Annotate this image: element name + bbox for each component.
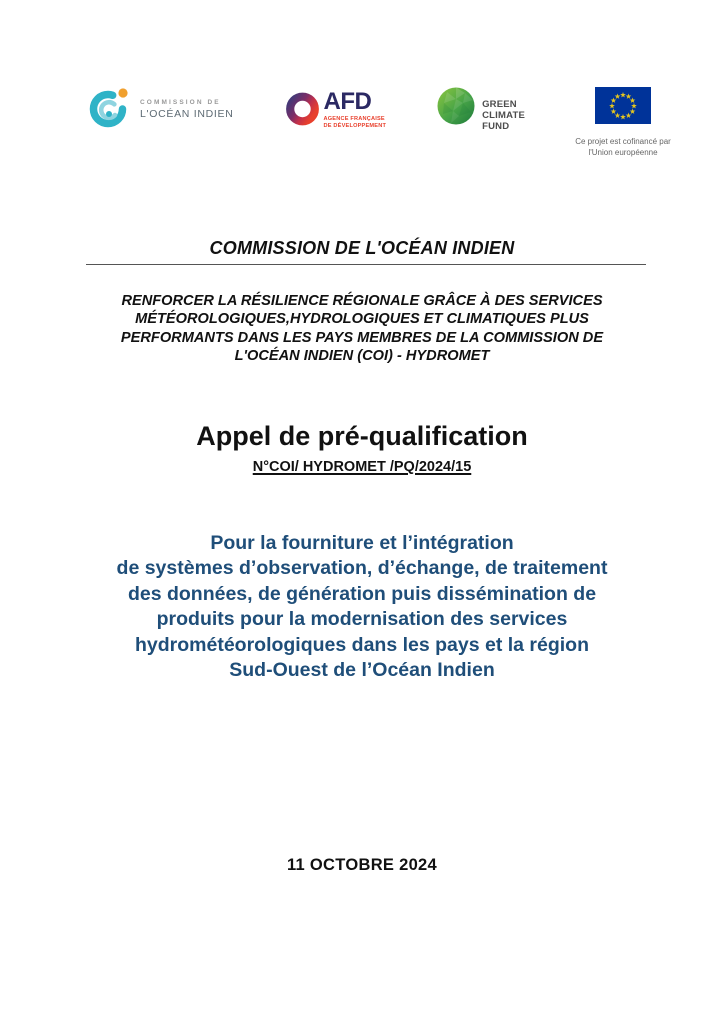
program-title-line2: MÉTÉOROLOGIQUES,HYDROLOGIQUES ET CLIMATIQUES PLUS xyxy=(135,311,589,328)
title-divider-line xyxy=(86,264,646,265)
subject-line1: Pour la fourniture et l’intégration xyxy=(210,531,514,554)
afd-subtitle xyxy=(324,116,387,131)
subject-line6: Sud-Ouest de l’Océan Indien xyxy=(229,659,495,682)
subject-line3: des données, de génération puis dissémination de xyxy=(127,582,597,605)
eu-cofinance-caption xyxy=(575,136,671,158)
gcf-logo xyxy=(437,86,525,133)
afd-logo-text xyxy=(323,88,387,130)
coi-logo-line2: L'OCÉAN INDIEN xyxy=(140,108,234,120)
eu-logo xyxy=(576,87,670,158)
call-title: Appel de pré-qualification xyxy=(196,421,528,451)
subject-line2: de systèmes d’observation, d’échange, de traitement xyxy=(116,557,608,580)
subject-paragraph xyxy=(28,531,696,685)
coi-logo xyxy=(88,84,234,135)
gcf-logo-line2: CLIMATE xyxy=(482,110,525,122)
organization-title: COMMISSION DE L'OCÉAN INDIEN xyxy=(209,238,515,259)
eu-flag-icon xyxy=(595,87,651,129)
program-title-line3: PERFORMANTS DANS LES PAYS MEMBRES DE LA COMMISSION DE xyxy=(120,329,604,346)
reference-number: N°COI/ HYDROMET /PQ/2024/15 xyxy=(252,459,472,475)
coi-logo-text xyxy=(140,99,234,120)
subject-line4: produits pour la modernisation des services xyxy=(156,608,568,631)
afd-ring-icon xyxy=(285,91,321,132)
afd-acronym: AFD xyxy=(323,88,372,115)
program-title xyxy=(48,292,676,366)
gcf-logo-line1: GREEN xyxy=(482,99,517,110)
eu-caption-line2: l'Union européenne xyxy=(588,148,658,158)
afd-subtitle-line1: AGENCE FRANÇAISE xyxy=(323,115,385,122)
gcf-sphere-icon xyxy=(437,86,477,133)
program-title-line4: L'OCÉAN INDIEN (COI) - HYDROMET xyxy=(234,348,490,365)
gcf-logo-line3: FUND xyxy=(482,121,510,133)
gcf-logo-text xyxy=(482,99,525,133)
coi-logo-line1: COMMISSION DE xyxy=(140,99,221,106)
program-title-line1: RENFORCER LA RÉSILIENCE RÉGIONALE GRÂCE À DES SERVICES xyxy=(121,292,603,309)
afd-logo xyxy=(285,88,387,132)
subject-line5: hydrométéorologiques dans les pays et la région xyxy=(134,633,590,656)
eu-caption-line1: Ce projet est cofinancé par xyxy=(575,137,671,146)
partner-logos xyxy=(88,84,670,158)
coi-swirl-icon xyxy=(88,84,134,135)
publication-date: 11 OCTOBRE 2024 xyxy=(286,856,438,874)
afd-subtitle-line2: DE DÉVELOPPEMENT xyxy=(323,123,387,130)
